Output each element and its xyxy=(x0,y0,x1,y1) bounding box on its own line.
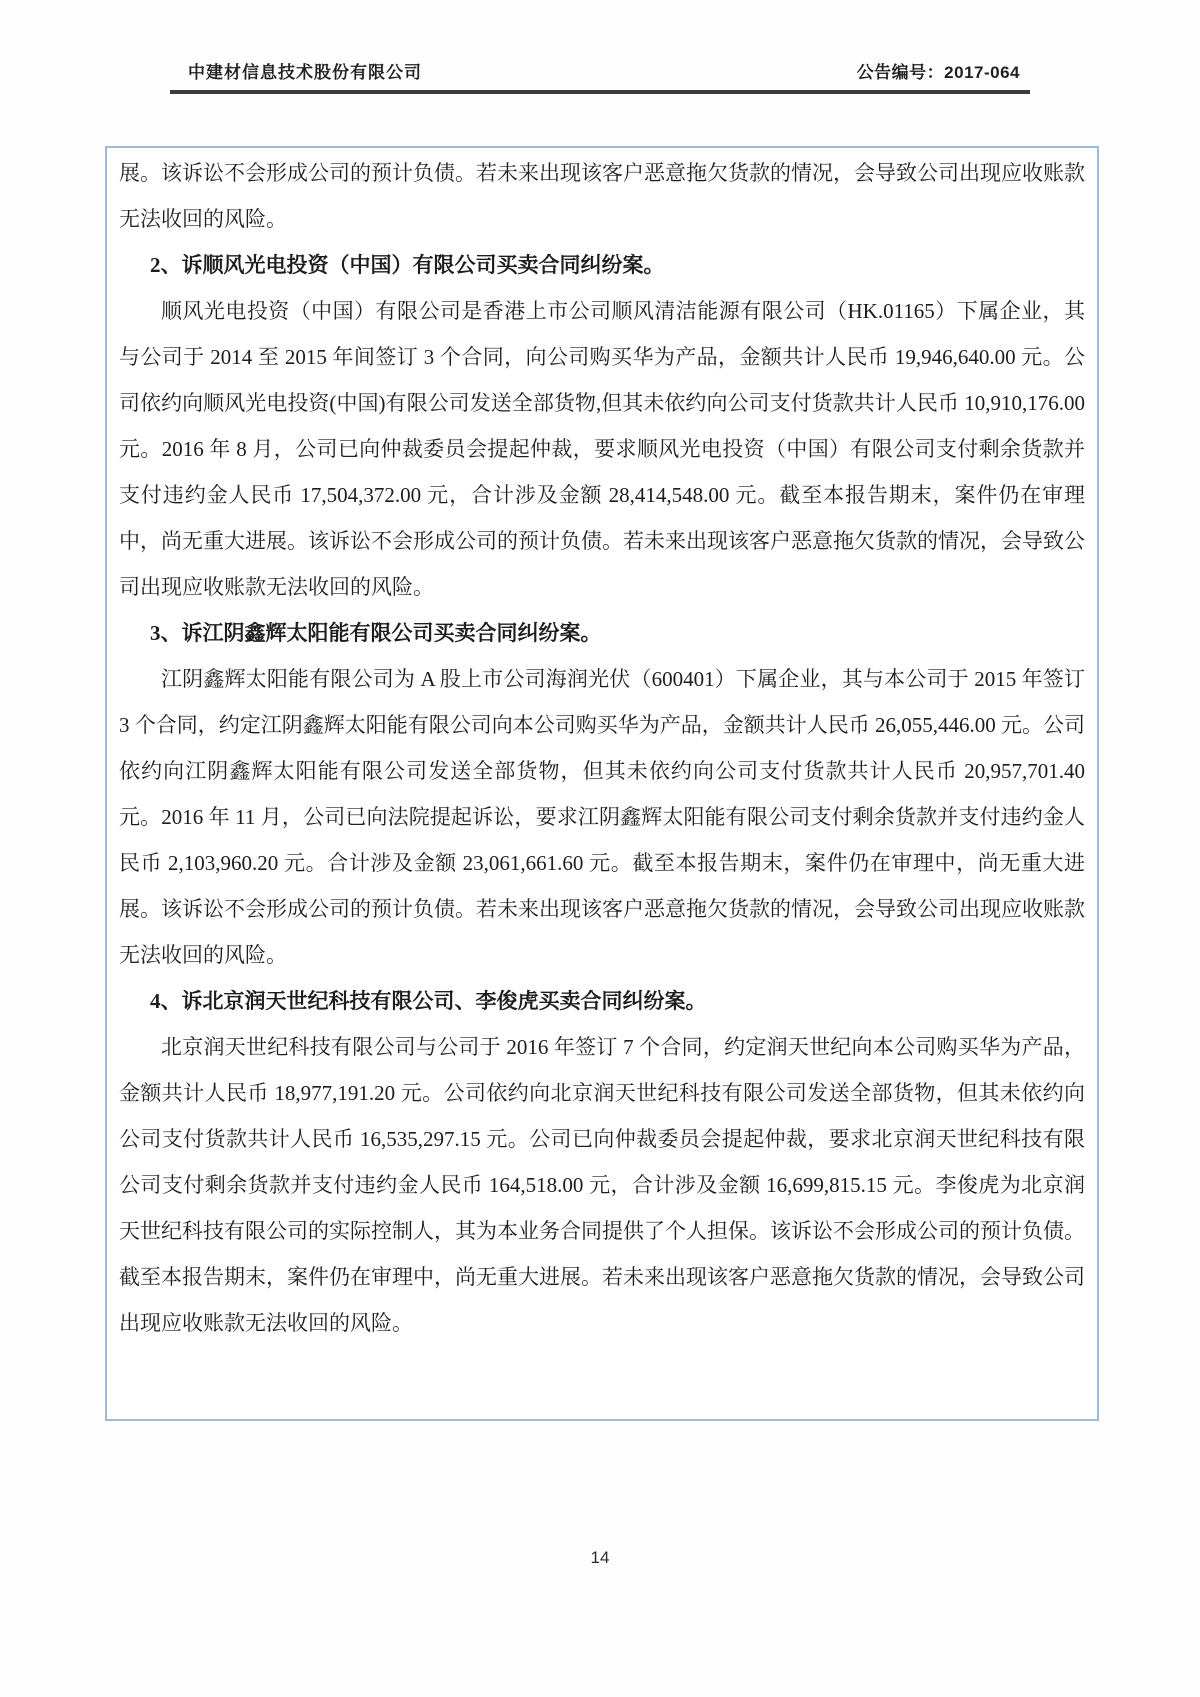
case-2-paragraph: 顺风光电投资（中国）有限公司是香港上市公司顺风清洁能源有限公司（HK.01165）下属企业，其与公司于 2014 至 2015 年间签订 3 个合同，向公司购买华为产品，金额共计人民币 19,946,640.00 元。公司依约向顺风光电投资(中国)有限公司发送全部货物,但其未依约向公司支付货款共计人民币 10,910,176.00 元。2016 年 8 月，公司已向仲裁委员会提起仲裁，要求顺风光电投资（中国）有限公司支付剩余货款并支付违约金人民币 17,504,372.00 元，合计涉及金额 28,414,548.00 元。截至本报告期末，案件仍在审理中，尚无重大进展。该诉讼不会形成公司的预计负债。若未来出现该客户恶意拖欠货款的情况，会导致公司出现应收账款无法收回的风险。 xyxy=(119,299,1085,599)
case-4-paragraph: 北京润天世纪科技有限公司与公司于 2016 年签订 7 个合同，约定润天世纪向本公司购买华为产品，金额共计人民币 18,977,191.20 元。公司依约向北京润天世纪科技有限公司发送全部货物，但其未依约向公司支付货款共计人民币 16,535,297.15 元。公司已向仲裁委员会提起仲裁，要求北京润天世纪科技有限公司支付剩余货款并支付违约金人民币 164,518.00 元，合计涉及金额 16,699,815.15 元。李俊虎为北京润天世纪科技有限公司的实际控制人，其为本业务合同提供了个人担保。该诉讼不会形成公司的预计负债。截至本报告期末，案件仍在审理中，尚无重大进展。若未来出现该客户恶意拖欠货款的情况，会导致公司出现应收账款无法收回的风险。 xyxy=(119,1035,1085,1335)
announcement-number-value: 2017-064 xyxy=(944,63,1020,82)
page-number: 14 xyxy=(590,1548,610,1567)
content-box xyxy=(105,146,1099,1421)
case-3-paragraph: 江阴鑫辉太阳能有限公司为 A 股上市公司海润光伏（600401）下属企业，其与本公司于 2015 年签订 3 个合同，约定江阴鑫辉太阳能有限公司向本公司购买华为产品，金额共计人民币 26,055,446.00 元。公司依约向江阴鑫辉太阳能有限公司发送全部货物，但其未依约向公司支付货款共计人民币 20,957,701.40 元。2016 年 11 月，公司已向法院提起诉讼，要求江阴鑫辉太阳能有限公司支付剩余货款并支付违约金人民币 2,103,960.20 元。合计涉及金额 23,061,661.60 元。截至本报告期末，案件仍在审理中，尚无重大进展。该诉讼不会形成公司的预计负债。若未来出现该客户恶意拖欠货款的情况，会导致公司出现应收账款无法收回的风险。 xyxy=(119,667,1085,967)
continuation-paragraph: 展。该诉讼不会形成公司的预计负债。若未来出现该客户恶意拖欠货款的情况，会导致公司出现应收账款无法收回的风险。 xyxy=(119,161,1085,231)
case-4-heading: 4、诉北京润天世纪科技有限公司、李俊虎买卖合同纠纷案。 xyxy=(150,989,707,1013)
announcement-number-label: 公告编号： xyxy=(856,63,945,82)
case-3-heading: 3、诉江阴鑫辉太阳能有限公司买卖合同纠纷案。 xyxy=(150,621,602,645)
case-2-heading: 2、诉顺风光电投资（中国）有限公司买卖合同纠纷案。 xyxy=(150,253,665,277)
announcement-number xyxy=(857,58,1030,83)
company-name: 中建材信息技术股份有限公司 xyxy=(188,63,422,82)
page-footer xyxy=(0,1548,1200,1568)
page-header xyxy=(170,58,1030,94)
